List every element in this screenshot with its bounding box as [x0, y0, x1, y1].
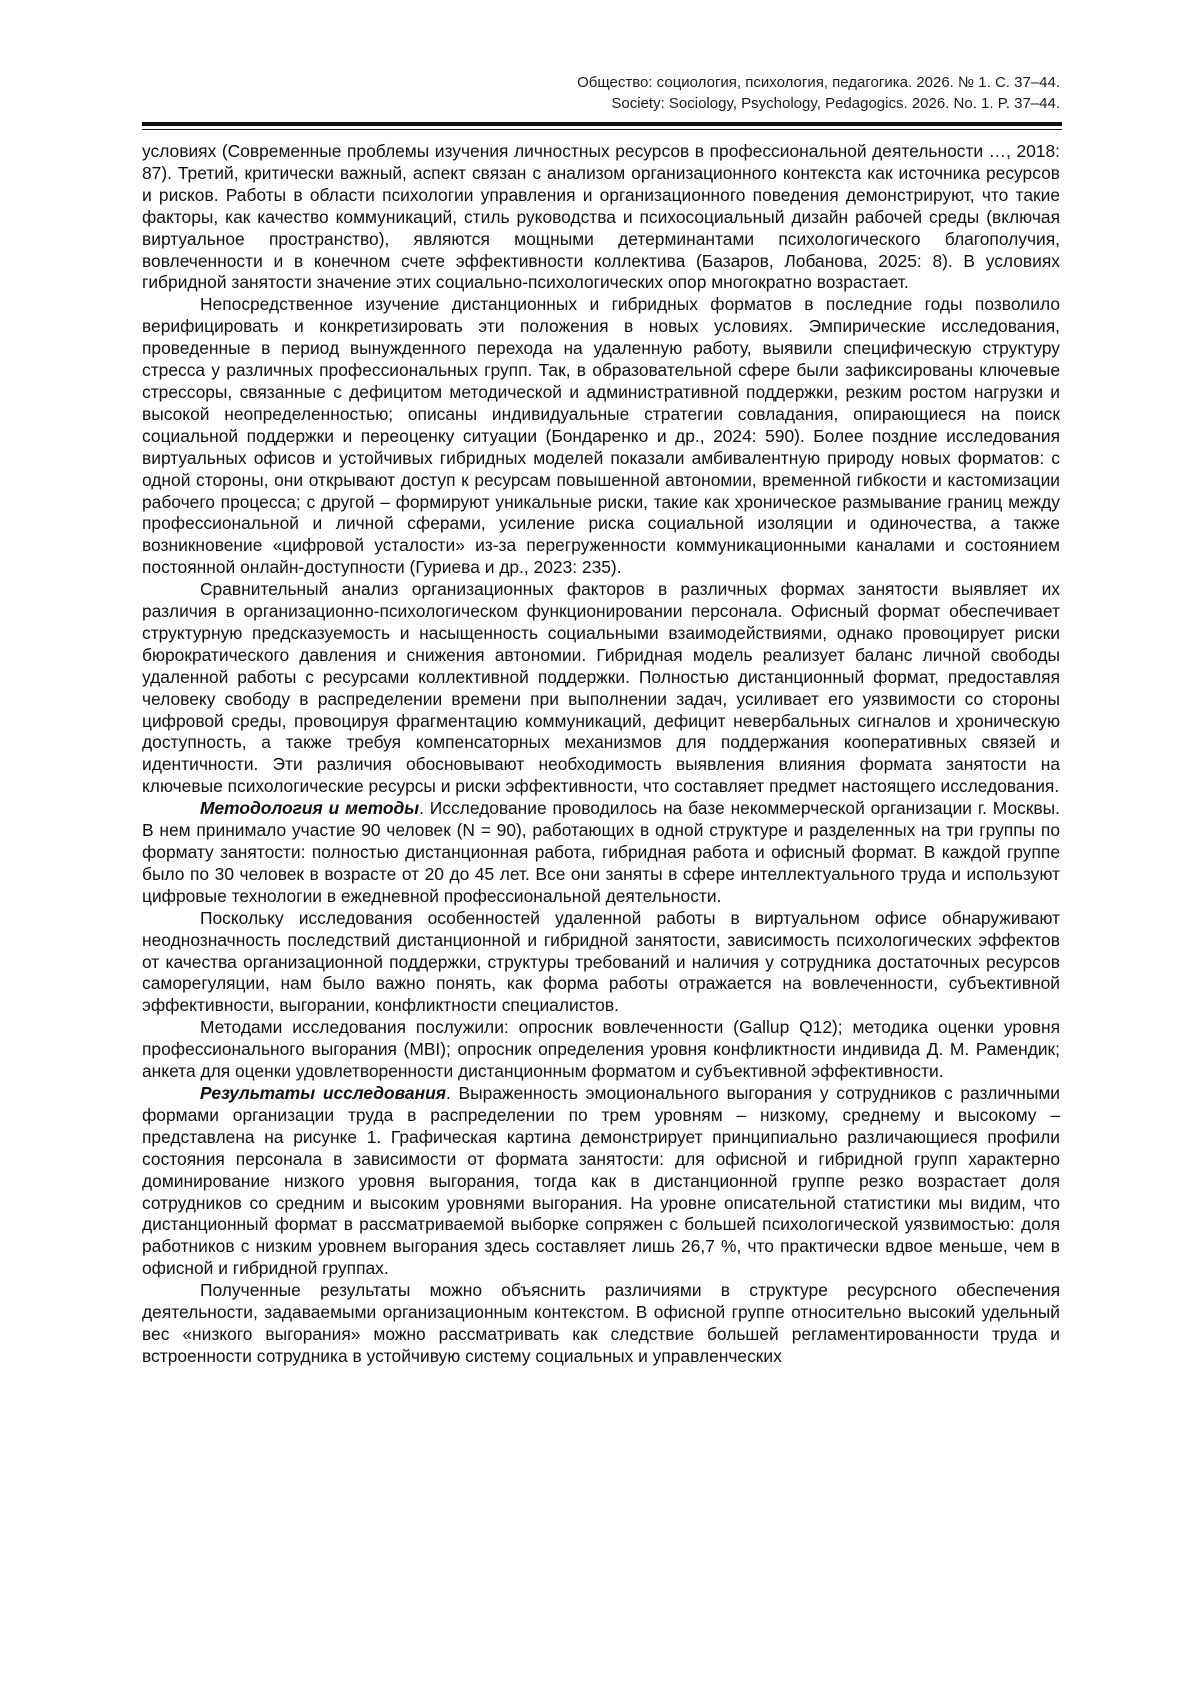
- section-heading-results: Результаты исследования: [200, 1082, 446, 1103]
- header-rule-thin: [142, 129, 1062, 130]
- paragraph-2: Непосредственное изучение дистанционных и гибридных форматов в последние годы позволило верифицировать и конкретизировать эти положения в новых условиях. Эмпирические исследования, проведенные в период вынужденного перехода на удаленную работу, выявили специфическую структуру стресса у различных профессиональных групп. Так, в образовательной сфере были зафиксированы ключевые стрессоры, связанные с дефицитом методической и административной поддержки, резким ростом нагрузки и высокой неопределенностью; описаны индивидуальные стратегии совладания, опирающиеся на поиск социальной поддержки и переоценку ситуации (Бондаренко и др., 2024: 590). Более поздние исследования виртуальных офисов и устойчивых гибридных моделей показали амбивалентную природу новых форматов: с одной стороны, они открывают доступ к ресурсам повышенной автономии, временной гибкости и кастомизации рабочего процесса; с другой – формируют уникальные риски, такие как хроническое размывание границ между профессиональной и личной сферами, усиление риска социальной изоляции и одиночества, а также возникновение «цифровой усталости» из-за перегруженности коммуникационными каналами и состоянием постоянной онлайн-доступности (Гуриева и др., 2023: 235).: [142, 294, 1060, 578]
- running-head: [577, 72, 1060, 114]
- paragraph-8: Полученные результаты можно объяснить различиями в структуре ресурсного обеспечения деятельности, задаваемыми организационным контекстом. В офисной группе относительно высокий удельный вес «низкого выгорания» можно рассматривать как следствие большей регламентированности труда и встроенности сотрудника в устойчивую систему социальных и управленческих: [142, 1280, 1060, 1366]
- paragraph-1: условиях (Современные проблемы изучения личностных ресурсов в профессиональной деятельности …, 2018: 87). Третий, критически важный, аспект связан с анализом организационного контекста как источника ресурсов и рисков. Работы в области психологии управления и организационного поведения демонстрируют, что такие факторы, как качество коммуникаций, стиль руководства и психосоциальный дизайн рабочей среды (включая виртуальное пространство), являются мощными детерминантами психологического благополучия, вовлеченности и в конечном счете эффективности коллектива (Базаров, Лобанова, 2025: 8). В условиях гибридной занятости значение этих социально-психологических опор многократно возрастает.: [142, 141, 1060, 293]
- article-body: [142, 141, 1060, 1368]
- paragraph-results: Результаты исследования. Выраженность эмоционального выгорания у сотрудников с различными формами организации труда в распределении по трем уровням – низкому, среднему и высокому – представлена на рисунке 1. Графическая картина демонстрирует принципиально различающиеся профили состояния персонала в зависимости от формата занятости: для офисной и гибридной групп характерно доминирование низкого уровня выгорания, тогда как в дистанционной группе резко возрастает доля сотрудников со средним и высоким уровнями выгорания. На уровне описательной статистики мы видим, что дистанционный формат в рассматриваемой выборке сопряжен с большей психологической уязвимостью: доля работников с низким уровнем выгорания здесь составляет лишь 26,7 %, что практически вдвое меньше, чем в офисной и гибридной группах.: [142, 1082, 1061, 1279]
- paragraph-3: Сравнительный анализ организационных факторов в различных формах занятости выявляет их различия в организационно-психологическом функционировании персонала. Офисный формат обеспечивает структурную предсказуемость и насыщенность социальными взаимодействиями, однако провоцирует риски бюрократического давления и снижения автономии. Гибридная модель реализует баланс личной свободы удаленной работы с ресурсами коллективной поддержки. Полностью дистанционный формат, предоставляя человеку свободу в распределении времени при выполнении задач, усиливает его уязвимости со стороны цифровой среды, провоцируя фрагментацию коммуникаций, дефицит невербальных сигналов и хроническую доступность, а также требуя компенсаторных механизмов для поддержания кооперативных связей и идентичности. Эти различия обосновывают необходимость выявления влияния формата занятости на ключевые психологические ресурсы и риски эффективности, что составляет предмет настоящего исследования.: [142, 579, 1060, 797]
- running-head-en: Society: Sociology, Psychology, Pedagogics. 2026. No. 1. P. 37–44.: [611, 95, 1060, 112]
- paragraph-5: Поскольку исследования особенностей удаленной работы в виртуальном офисе обнаруживают неоднозначность последствий дистанционной и гибридной занятости, зависимость психологических эффектов от качества организационной поддержки, структуры требований и наличия у сотрудника достаточных ресурсов саморегуляции, нам было важно понять, как форма работы отражается на вовлеченности, субъективной эффективности, выгорании, конфликтности специалистов.: [142, 907, 1060, 1016]
- running-head-ru: Общество: социология, психология, педагогика. 2026. № 1. С. 37–44.: [577, 74, 1060, 91]
- paragraph-methodology: Методология и методы. Исследование проводилось на базе некоммерческой организации г. Москвы. В нем принимало участие 90 человек (N = 90), работающих в одной структуре и разделенных на три группы по формату занятости: полностью дистанционная работа, гибридная работа и офисный формат. В каждой группе было по 30 человек в возрасте от 20 до 45 лет. Все они заняты в сфере интеллектуального труда и используют цифровые технологии в ежедневной профессиональной деятельности.: [142, 798, 1060, 906]
- paragraph-6: Методами исследования послужили: опросник вовлеченности (Gallup Q12); методика оценки уровня профессионального выгорания (MBI); опросник определения уровня конфликтности индивида Д. М. Рамендик; анкета для оценки удовлетворенности дистанционным форматом и субъективной эффективности.: [142, 1017, 1060, 1082]
- section-heading-methodology: Методология и методы: [200, 798, 420, 819]
- header-rule-thick: [142, 122, 1062, 126]
